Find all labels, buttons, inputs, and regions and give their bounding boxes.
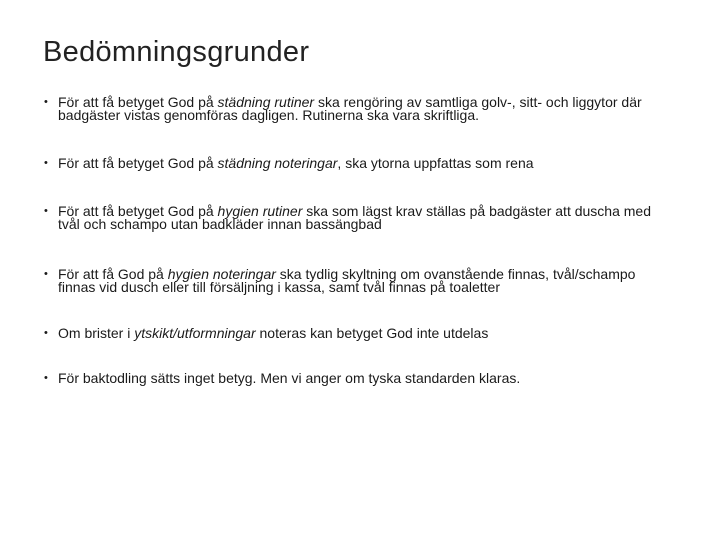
bullet-text: Om brister i <box>58 325 135 341</box>
bullet-text: För att få betyget God på <box>58 155 218 171</box>
bullet-text: , ska ytorna uppfattas som rena <box>337 155 534 171</box>
bullet-emphasis: städning noteringar <box>217 155 338 171</box>
bullet-text: För att få God på <box>58 266 168 282</box>
bullet-item <box>44 96 674 122</box>
bullet-item <box>44 327 674 340</box>
bullet-text: noteras kan betyget God inte utdelas <box>255 325 489 341</box>
bullet-item <box>44 268 674 294</box>
bullet-item <box>44 372 674 385</box>
bullet-list <box>44 96 674 417</box>
bullet-text: För baktodling sätts inget betyg. Men vi anger om tyska standarden klaras. <box>58 370 521 386</box>
bullet-text: ska som lägst krav ställas på badgäster att duscha med tvål och schampo utan badkläder innan bassängbad <box>58 203 651 232</box>
bullet-text: ska rengöring av samtliga golv-, sitt- och liggytor där badgäster vistas genomföras dagligen. Rutinerna ska vara skriftliga. <box>58 94 642 123</box>
bullet-emphasis: städning rutiner <box>217 94 315 110</box>
slide-title: Bedömningsgrunder <box>43 36 310 68</box>
bullet-emphasis: hygien rutiner <box>217 203 303 219</box>
bullet-emphasis: hygien noteringar <box>167 266 276 282</box>
bullet-emphasis: ytskikt/utformningar <box>134 325 256 341</box>
bullet-text: För att få betyget God på <box>58 203 218 219</box>
bullet-text: ska tydlig skyltning om ovanstående finnas, tvål/schampo finnas vid dusch eller till försäljning i kassa, samt tvål finnas på toaletter <box>58 266 636 295</box>
bullet-item <box>44 157 674 170</box>
bullet-text: För att få betyget God på <box>58 94 218 110</box>
bullet-item <box>44 205 674 231</box>
